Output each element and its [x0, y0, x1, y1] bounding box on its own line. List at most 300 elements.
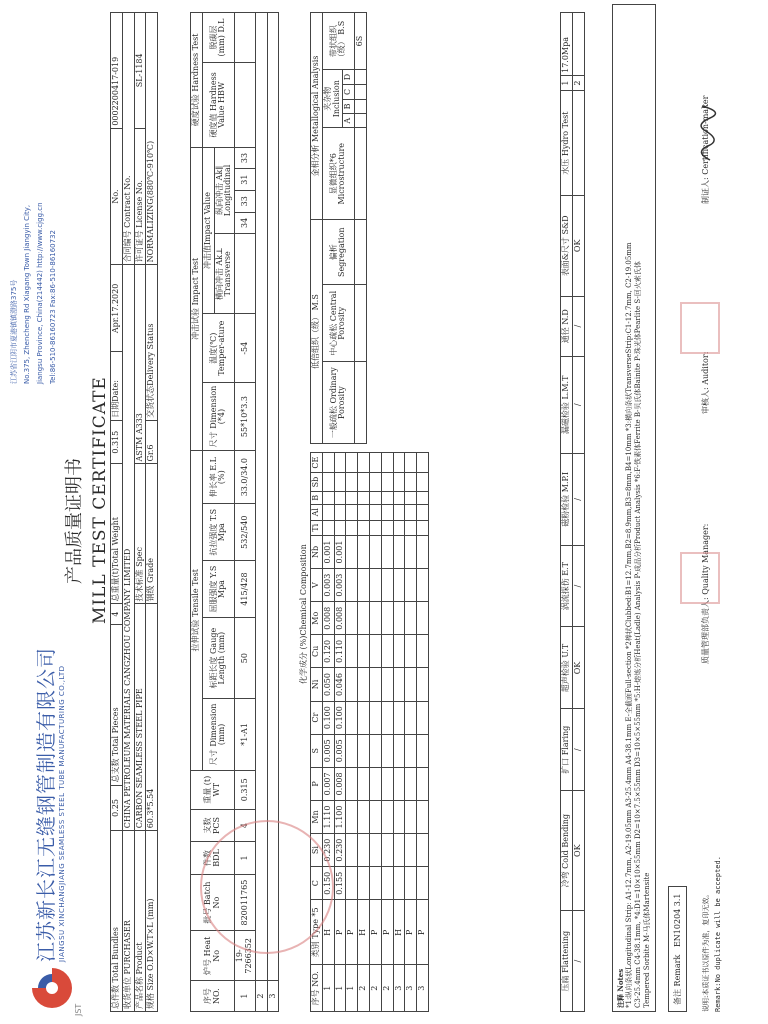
- address-cn: 江苏省江阴市夏港镇镇澄路375号: [10, 279, 18, 384]
- chem-value: [369, 834, 381, 867]
- dim: *1-A1: [235, 699, 256, 770]
- chem-row-no: 2: [369, 965, 381, 1012]
- chem-value: [322, 473, 334, 492]
- chem-value: [381, 504, 393, 520]
- metallo-empty-1: [355, 362, 367, 444]
- chem-row: [322, 453, 334, 1012]
- chem-row-no: 2: [381, 965, 393, 1012]
- gauge: 50: [235, 618, 256, 699]
- bdl: 1: [235, 842, 256, 875]
- chem-value: [358, 834, 370, 867]
- chem-value: [393, 701, 405, 734]
- inc-b: B: [343, 99, 355, 113]
- company-round-stamp: [200, 820, 334, 954]
- chem-value: [322, 520, 334, 535]
- quality-manager: 质量管理部负责人: Quality Manager:: [701, 523, 710, 664]
- chem-value: [417, 701, 429, 734]
- tensile-label: 拉伸试验 Tensile Test: [191, 450, 203, 770]
- chem-value: [381, 453, 393, 473]
- chem-value: [393, 473, 405, 492]
- company-name-en: JIANGSU XINCHANGJIANG SEAMLESS STEEL TUBE MANUFACTURING CO.,LTD: [58, 665, 66, 962]
- chem-value: [381, 520, 393, 535]
- el-label: 伸长率 E.L (%): [202, 450, 234, 503]
- chem-value: [417, 767, 429, 800]
- metallo-empty-5: [355, 114, 367, 128]
- chem-value: 0.007: [322, 767, 334, 800]
- heat-no: 19-7266352: [235, 931, 256, 981]
- chem-value: 0.046: [334, 668, 346, 701]
- size: 60.3*5.54: [146, 604, 158, 831]
- header-table: [110, 12, 158, 1012]
- chem-value: [358, 867, 370, 900]
- chem-value: 0.003: [334, 569, 346, 602]
- chem-value: [405, 602, 417, 635]
- chem-value: [358, 701, 370, 734]
- chem-value: [346, 867, 358, 900]
- hardness-value-label: 硬度值 Hardness Value HBW: [202, 63, 234, 148]
- long-1: 34: [235, 212, 256, 234]
- chem-value: [369, 473, 381, 492]
- chem-element-8: Mo: [311, 602, 323, 635]
- chem-value: 0.005: [334, 734, 346, 767]
- chem-value: [322, 453, 334, 473]
- chem-value: [381, 473, 393, 492]
- chem-value: [417, 504, 429, 520]
- chem-value: [334, 504, 346, 520]
- ts-label: 抗拉强度 T.S Mpa: [202, 504, 234, 561]
- chem-value: 0.005: [322, 734, 334, 767]
- chem-value: [322, 504, 334, 520]
- chem-value: [358, 767, 370, 800]
- size-label: 规格 Size O.D×W.T×L (mm): [146, 831, 158, 1012]
- chem-value: [369, 453, 381, 473]
- chem-row-no: 1: [322, 965, 334, 1012]
- chem-value: [346, 834, 358, 867]
- chem-value: [405, 834, 417, 867]
- no-label: No.: [111, 128, 123, 265]
- total-bundles-label: 总件数 Total Bundles: [111, 831, 123, 1012]
- el: 33.0/34.0: [235, 450, 256, 503]
- auditor-seal: [680, 302, 720, 354]
- purchaser: CHINA PETROLEUM MATERIALS CANGZHOU COMPANY LIMITED: [122, 265, 134, 831]
- notes-label: 注释 Notes: [616, 968, 625, 1008]
- inc-a: A: [343, 114, 355, 128]
- decarb-value: [235, 13, 256, 63]
- product-label: 产品名称 Product: [134, 831, 146, 1012]
- chem-value: [358, 535, 370, 568]
- chem-element-11: Ti: [311, 520, 323, 535]
- delivery: NORMALIZING(880℃-910℃): [146, 13, 158, 265]
- et-label: 涡流探伤 E.T: [561, 545, 573, 627]
- chem-value: [405, 569, 417, 602]
- chem-value: 0.003: [322, 569, 334, 602]
- sd: OK: [572, 195, 584, 296]
- chem-value: [405, 491, 417, 504]
- chem-value: [381, 569, 393, 602]
- chem-value: [322, 491, 334, 504]
- quality-seal: [680, 552, 720, 604]
- chem-value: [346, 453, 358, 473]
- chem-value: [405, 504, 417, 520]
- chem-value: [369, 520, 381, 535]
- chem-value: [417, 734, 429, 767]
- long-avg: 33: [235, 147, 256, 169]
- transverse-value: [235, 234, 256, 314]
- metallo-empty-7: [355, 85, 367, 100]
- chem-row: [405, 453, 417, 1012]
- footer-en: Remark:No duplicate will be accepted.: [714, 856, 722, 1012]
- dim4: 55*10*3.3: [235, 383, 256, 451]
- chem-value: [369, 569, 381, 602]
- certification-maker: 制证人: Certification-maker: [701, 95, 710, 204]
- chem-value: [346, 535, 358, 568]
- chem-row: [417, 453, 429, 1012]
- chem-value: [417, 473, 429, 492]
- chem-value: [369, 668, 381, 701]
- chem-value: [393, 834, 405, 867]
- total-weight: 0.315: [111, 420, 123, 464]
- flaring-label: 扩口 Flaring: [561, 709, 573, 790]
- notes-line-2: C3-25.4mm C4-38.1mm, *4:D1=10×10×55mm D2=10×7.5×55mm D3=10×5×55mm *5:H-熔炼分析Heat(Ladle) Analysis P-成品分析Product Analysis *6:F-铁素体Ferrite B-贝氏体Bainite P-珠光体Pearlite S-回火索氏体: [634, 261, 643, 1008]
- temp-label: 温度(℃) Temper-ature: [202, 314, 234, 383]
- chem-row-type: H: [358, 900, 370, 965]
- inc-d: D: [343, 70, 355, 85]
- chem-value: [393, 535, 405, 568]
- chem-value: [393, 734, 405, 767]
- chem-value: [334, 453, 346, 473]
- chem-value: 0.050: [322, 668, 334, 701]
- chem-value: [393, 635, 405, 668]
- chem-row-type: P: [334, 900, 346, 965]
- company-logo: [28, 964, 76, 1012]
- chem-value: [358, 473, 370, 492]
- chem-value: [381, 767, 393, 800]
- chem-row: [334, 453, 346, 1012]
- chem-value: [393, 668, 405, 701]
- chem-element-9: V: [311, 569, 323, 602]
- chem-value: [346, 767, 358, 800]
- segregation-label: 偏析 Segregation: [322, 220, 354, 285]
- auditor: 审核人: Auditor:: [701, 351, 710, 414]
- chem-value: 0.230: [334, 834, 346, 867]
- chem-value: [346, 602, 358, 635]
- macro-label: 低倍组织（级） M.S: [311, 220, 323, 444]
- chem-seq-label: 序号 NO.: [311, 965, 323, 1012]
- cold-bending-label: 冷弯 Cold Bending: [561, 790, 573, 910]
- chem-value: [405, 767, 417, 800]
- chem-value: 0.008: [334, 602, 346, 635]
- hydro-spacer: [572, 91, 584, 196]
- impact-value-label: 冲击值Impact Value: [202, 147, 214, 314]
- central-label: 中心疏松 Central Porosity: [322, 285, 354, 362]
- chem-row-no: 3: [417, 965, 429, 1012]
- chem-value: [417, 602, 429, 635]
- impact-label: 冲击试验 Impact Test: [191, 147, 203, 450]
- sd-label: 表面&尺寸 S&D: [561, 195, 573, 296]
- chem-value: [393, 504, 405, 520]
- chem-value: [369, 800, 381, 833]
- date: Apr.17.2020: [111, 265, 123, 352]
- ut-label: 超声检验 U.T: [561, 627, 573, 709]
- chem-row-type: P: [369, 900, 381, 965]
- contract-label: 合同编号 Contract No.: [122, 13, 134, 265]
- chem-value: [381, 701, 393, 734]
- chem-element-0: C: [311, 867, 323, 900]
- hardness-value: [235, 63, 256, 148]
- micro-label: 金相分析 Metallogical Analysis: [311, 13, 323, 220]
- chem-value: 0.230: [322, 834, 334, 867]
- chem-value: [417, 535, 429, 568]
- chem-row: [369, 453, 381, 1012]
- pcs: 4: [235, 809, 256, 841]
- chem-value: 0.100: [334, 701, 346, 734]
- heat-label: 炉号 Heat No: [191, 931, 235, 981]
- date-label: 日期Date:: [111, 352, 123, 420]
- chem-element-1: Si: [311, 834, 323, 867]
- chem-value: 0.150: [322, 867, 334, 900]
- chem-value: [405, 453, 417, 473]
- chem-value: [381, 668, 393, 701]
- chem-value: [358, 520, 370, 535]
- chem-element-14: Sb: [311, 473, 323, 492]
- chem-value: [358, 635, 370, 668]
- chem-value: [393, 569, 405, 602]
- total-weight-label: 总重量(t)Total Weight: [111, 464, 123, 604]
- chem-value: [369, 701, 381, 734]
- chem-value: [381, 535, 393, 568]
- chem-value: [369, 602, 381, 635]
- license-label: 许可证号 License No.: [134, 128, 146, 265]
- mpi: /: [572, 454, 584, 546]
- chem-value: [381, 800, 393, 833]
- chem-value: [393, 491, 405, 504]
- grain-size: 6S: [355, 13, 367, 70]
- chem-row-no: 1: [334, 965, 346, 1012]
- total-bundles: 0.25: [111, 785, 123, 831]
- signature-mark: [690, 104, 720, 164]
- chem-value: [393, 453, 405, 473]
- notes: [612, 4, 656, 1012]
- chem-value: [417, 569, 429, 602]
- longitudinal-label: 纵向冲击 Ak∥ Longitudinal: [214, 147, 235, 233]
- chem-element-13: B: [311, 491, 323, 504]
- chem-value: [417, 520, 429, 535]
- chem-value: [405, 867, 417, 900]
- chem-value: [346, 734, 358, 767]
- batch-label: 批号 Batch No: [191, 874, 235, 931]
- nd: /: [572, 296, 584, 356]
- chem-value: [381, 491, 393, 504]
- ndt-table: [560, 12, 585, 1012]
- purchaser-label: 收货单位 PURCHASER: [122, 831, 134, 1012]
- chem-value: [405, 734, 417, 767]
- chem-label: 化学成分 (%)Chemical Composition: [299, 544, 308, 684]
- hydro-row-2: 2: [572, 75, 584, 90]
- footer: [700, 856, 724, 1012]
- inc-c: C: [343, 85, 355, 100]
- row-3-no: 3: [267, 981, 279, 1012]
- chem-value: 0.120: [322, 635, 334, 668]
- chem-element-6: Ni: [311, 668, 323, 701]
- ys-label: 屈服强度 Y.S Mpa: [202, 561, 234, 618]
- chem-value: [405, 635, 417, 668]
- chem-value: [358, 800, 370, 833]
- chem-value: [405, 668, 417, 701]
- chem-row-type: P: [346, 900, 358, 965]
- chem-value: [369, 867, 381, 900]
- delivery-label: 交货状态Delivery Status: [146, 265, 158, 420]
- transverse-label: 横向冲击 Ak⊥ Transverse: [214, 234, 235, 314]
- chem-value: [358, 504, 370, 520]
- long-3: 31: [235, 169, 256, 191]
- hydro-row-2-value: [572, 13, 584, 76]
- chem-element-3: P: [311, 767, 323, 800]
- microstructure-label: 显微组织*6 Microstructure: [322, 128, 354, 220]
- metallo-empty-3: [355, 220, 367, 285]
- chem-element-2: Mn: [311, 800, 323, 833]
- nd-label: 通径 N.D: [561, 296, 573, 356]
- ts: 532/540: [235, 504, 256, 561]
- flattening: /: [572, 911, 584, 1012]
- row-no: 1: [235, 981, 256, 1012]
- chem-element-12: Al: [311, 504, 323, 520]
- metallo-empty-4: [355, 128, 367, 220]
- chem-row-no: 3: [405, 965, 417, 1012]
- company-address: [8, 202, 60, 384]
- chem-value: [358, 734, 370, 767]
- metallo-empty-6: [355, 99, 367, 113]
- chem-value: [417, 867, 429, 900]
- chem-value: [346, 491, 358, 504]
- ys: 415/428: [235, 561, 256, 618]
- chem-value: [417, 491, 429, 504]
- flaring: /: [572, 709, 584, 790]
- chem-value: [405, 520, 417, 535]
- chem-value: [346, 504, 358, 520]
- chem-value: [346, 473, 358, 492]
- company-name-cn: 江苏新长江无缝钢管制造有限公司: [34, 647, 58, 962]
- chem-value: [393, 800, 405, 833]
- chem-value: [369, 635, 381, 668]
- chem-value: [346, 635, 358, 668]
- chem-value: [358, 569, 370, 602]
- dim4-label: 尺寸 Dimension (*4): [202, 383, 234, 451]
- batch-no: 820011765: [235, 874, 256, 931]
- chem-value: 0.008: [334, 767, 346, 800]
- wt-label: 重量 (t) WT: [191, 770, 235, 809]
- chem-value: [369, 535, 381, 568]
- chem-value: [358, 491, 370, 504]
- inclusion-label: 夹杂物 Inclusion: [322, 70, 343, 128]
- chem-value: [334, 473, 346, 492]
- temp: -54: [235, 314, 256, 383]
- title-en: MILL TEST CERTIFICATE: [90, 376, 110, 624]
- chem-element-7: Cu: [311, 635, 323, 668]
- seq-label: 序号 NO.: [191, 981, 235, 1012]
- chem-type-label: 类别 Type *5: [311, 900, 323, 965]
- chem-element-10: Nb: [311, 535, 323, 568]
- chem-value: [393, 867, 405, 900]
- hydro-row-1: 1: [561, 75, 573, 90]
- gauge-label: 标距长度 Gauge Length (mm): [202, 618, 234, 699]
- total-pieces: 4: [111, 604, 123, 624]
- chem-row-type: P: [417, 900, 429, 965]
- chem-value: [358, 602, 370, 635]
- cold-bending: OK: [572, 790, 584, 910]
- chem-row-type: P: [381, 900, 393, 965]
- notes-line-1: *1:纵向条状Longitudinal Strip: A1-12.7mm, A2-19.05mm A3-25.4mm A4-38.1mm E-全截面Full-section *2棒状Clubbed:B1=12.7mm,B2=8.9mm,B3=8mm,B4=10mm *3:横向条状TransverseStrip:C1-12.7mm, C2-19.05mm: [625, 242, 634, 1008]
- license: SL-1184: [134, 13, 146, 129]
- chem-value: [334, 491, 346, 504]
- chem-value: [334, 520, 346, 535]
- flattening-label: 压扁 Flattening: [561, 911, 573, 1012]
- certificate-no: 0002200417-019: [111, 13, 123, 129]
- chem-value: [369, 767, 381, 800]
- chem-row: [393, 453, 405, 1012]
- chem-value: [381, 635, 393, 668]
- grade-label: 钢级 Grade: [146, 464, 158, 604]
- chem-value: [417, 635, 429, 668]
- ordinary-label: 一般疏松 Ordinary Porosity: [322, 362, 354, 444]
- hydro-label: 水压 Hydro Test: [561, 91, 573, 196]
- lt: /: [572, 356, 584, 453]
- chem-row-no: 1: [346, 965, 358, 1012]
- chem-value: 1.100: [334, 800, 346, 833]
- chem-value: [393, 520, 405, 535]
- chem-value: [405, 800, 417, 833]
- chem-value: [346, 668, 358, 701]
- chem-value: [405, 473, 417, 492]
- metallo-empty-2: [355, 285, 367, 362]
- banded-label: 带状组织（级） B.S: [322, 13, 354, 70]
- chem-value: 0.008: [322, 602, 334, 635]
- chem-row-type: P: [405, 900, 417, 965]
- chem-value: 0.110: [334, 635, 346, 668]
- chem-row: [346, 453, 358, 1012]
- chem-value: [346, 520, 358, 535]
- wt: 0.315: [235, 770, 256, 809]
- chem-value: [381, 734, 393, 767]
- chem-value: [381, 602, 393, 635]
- chem-value: [358, 668, 370, 701]
- chem-value: [417, 668, 429, 701]
- chem-value: [405, 535, 417, 568]
- chem-value: [381, 867, 393, 900]
- address-en-1: No.375, Zhencheng Rd Xiagang Town Jiangyin City,: [23, 204, 31, 384]
- chem-value: [369, 504, 381, 520]
- remark-label: 备注 Remark: [673, 954, 682, 1005]
- chem-value: 1.110: [322, 800, 334, 833]
- metallo-empty-8: [355, 70, 367, 85]
- chem-value: [346, 701, 358, 734]
- chem-value: [417, 453, 429, 473]
- chem-value: [417, 800, 429, 833]
- chem-value: 0.100: [322, 701, 334, 734]
- address-en-2: Jiangsu Province, China(214442) http://www.cjgg.cn: [36, 202, 44, 384]
- chem-table: [310, 452, 429, 1012]
- chem-value: [346, 569, 358, 602]
- logo-letters: JST: [74, 1003, 83, 1016]
- hardness-label: 硬度试验 Hardness Test: [191, 13, 203, 148]
- chem-value: 0.155: [334, 867, 346, 900]
- bdl-label: 件数 BDL: [191, 842, 235, 875]
- chem-row-no: 3: [393, 965, 405, 1012]
- chem-value: [358, 453, 370, 473]
- chem-value: [346, 800, 358, 833]
- et: /: [572, 545, 584, 627]
- remark-box: [668, 886, 687, 1012]
- long-2: 33: [235, 190, 256, 212]
